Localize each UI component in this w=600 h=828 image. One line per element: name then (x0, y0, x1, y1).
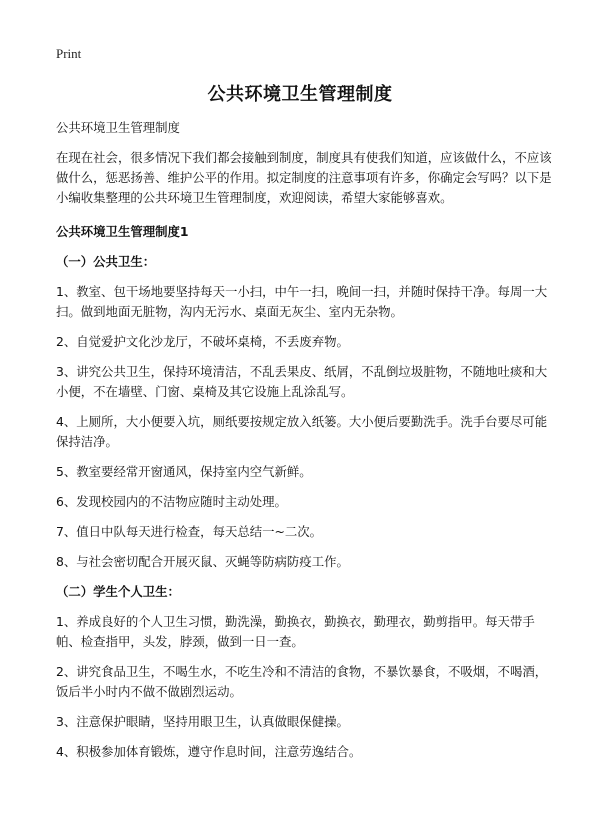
intro-paragraph: 在现在社会，很多情况下我们都会接触到制度，制度具有使我们知道，应该做什么，不应该做什么，惩恶扬善、维护公平的作用。拟定制度的注意事项有许多，你确定会写吗？以下是小编收集整理的公共环境卫生管理制度，欢迎阅读，希望大家能够喜欢。 (56, 150, 552, 205)
list-item: 5、教室要经常开窗通风，保持室内空气新鲜。 (56, 464, 312, 479)
list-item: 7、值日中队每天进行检查，每天总结一~二次。 (56, 524, 323, 539)
document-subtitle: 公共环境卫生管理制度 (56, 120, 180, 135)
list-item: 2、自觉爱护文化沙龙厅，不破坏桌椅，不丢废弃物。 (56, 334, 349, 349)
list-item: 2、讲究食品卫生，不喝生水，不吃生冷和不清洁的食物，不暴饮暴食，不吸烟，不喝酒，饭后半小时内不做不做剧烈运动。 (56, 664, 548, 699)
list-item: 6、发现校园内的不洁物应随时主动处理。 (56, 494, 287, 509)
list-item: 8、与社会密切配合开展灭鼠、灭蝇等防病防疫工作。 (56, 554, 349, 569)
list-item: 3、注意保护眼睛，坚持用眼卫生，认真做眼保健操。 (56, 714, 349, 729)
group-heading-public-hygiene: （一）公共卫生： (56, 254, 156, 269)
group-heading-personal-hygiene: （二）学生个人卫生： (56, 584, 180, 599)
list-item: 3、讲究公共卫生，保持环境清洁，不乱丢果皮、纸屑，不乱倒垃圾脏物，不随地吐痰和大小便，不在墙壁、门窗、桌椅及其它设施上乱涂乱写。 (56, 364, 548, 399)
print-link[interactable]: Print (56, 46, 82, 61)
list-item: 4、积极参加体育锻炼，遵守作息时间，注意劳逸结合。 (56, 744, 362, 759)
list-item: 1、教室、包干场地要坚持每天一小扫，中午一扫，晚间一扫，并随时保持干净。每周一大扫。做到地面无脏物，沟内无污水、桌面无灰尘、室内无杂物。 (56, 284, 548, 319)
document-body (56, 118, 556, 772)
page-title: 公共环境卫生管理制度 (207, 84, 393, 105)
list-item: 4、上厕所，大小便要入坑，厕纸要按规定放入纸篓。大小便后要勤洗手。洗手台要尽可能保持洁净。 (56, 414, 548, 449)
section-heading: 公共环境卫生管理制度1 (56, 224, 189, 239)
list-item: 1、养成良好的个人卫生习惯，勤洗澡，勤换衣，勤换衣，勤理衣，勤剪指甲。每天带手帕、检查指甲，头发，脖颈，做到一日一查。 (56, 614, 535, 649)
